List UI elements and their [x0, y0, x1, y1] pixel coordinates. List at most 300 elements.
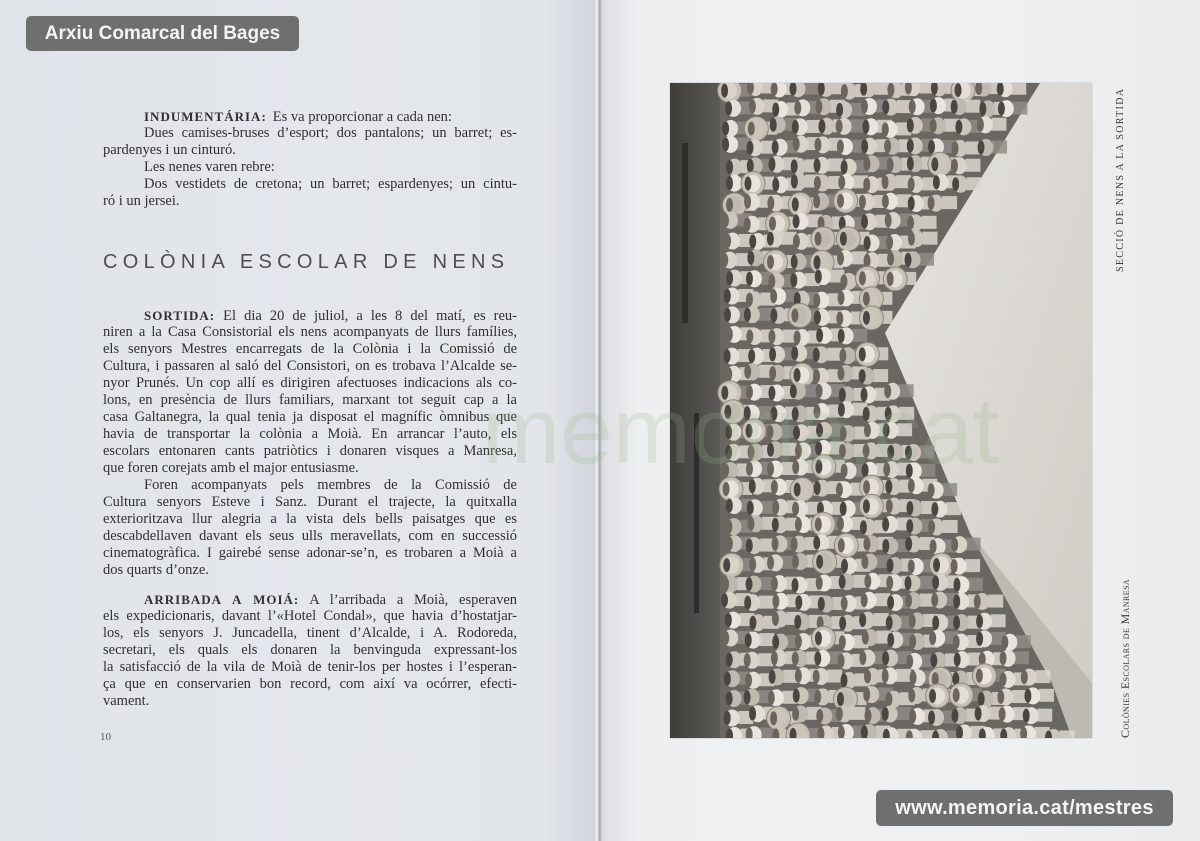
photo-child-hair [815, 460, 822, 474]
photo-child-hair [813, 405, 820, 419]
photo-child-hair [772, 178, 779, 192]
photo-child-hair [840, 232, 847, 246]
photo-child-hair [928, 520, 935, 534]
photo-child-hair [998, 102, 1005, 116]
text-line: pardenyes i un cinturó. [103, 142, 236, 158]
photo-child-hair [978, 692, 985, 706]
photo-child-hair [771, 480, 778, 494]
photo-child-hair [952, 177, 959, 191]
photo-child-body [919, 253, 934, 266]
photo-child-body [942, 483, 957, 496]
photo-child-hair [772, 140, 779, 154]
photo-child-hair [769, 366, 776, 380]
photo-child-hair [859, 271, 866, 285]
photo-child-hair [744, 195, 751, 209]
photo-child-hair [908, 196, 915, 210]
photo-child-hair [882, 517, 889, 531]
photo-child-hair [769, 670, 776, 684]
photo-child-body [943, 520, 958, 533]
photo-child-hair [726, 499, 733, 513]
photo-child-hair [745, 673, 752, 687]
photo-child-hair [722, 577, 729, 591]
photo-child-hair [837, 194, 844, 208]
photo-child-hair [863, 292, 870, 306]
photo-child-hair [1021, 670, 1028, 684]
arribada-heading: ARRIBADA A MOIÁ: [144, 591, 300, 607]
photo-child-hair [909, 635, 916, 649]
photo-child-hair [859, 195, 866, 209]
photo-child-hair [791, 537, 798, 551]
photo-child-body [991, 614, 1006, 627]
photo-child-hair [978, 140, 985, 154]
photo-child-hair [952, 141, 959, 155]
photo-child-hair [726, 160, 733, 174]
photo-child-hair [886, 616, 893, 630]
photo-child-hair [749, 707, 756, 721]
photo-child-hair [907, 157, 914, 171]
photo-child-hair [767, 425, 774, 439]
photo-child-body [1014, 651, 1029, 664]
photo-child-hair [836, 119, 843, 133]
photo-child-hair [908, 559, 915, 573]
photo-child-hair [747, 251, 754, 265]
photo-child-hair [816, 423, 823, 437]
photo-child-hair [722, 463, 729, 477]
photo-child-hair [931, 157, 938, 171]
photo-child-body [758, 653, 773, 666]
photo-child-hair [838, 654, 845, 668]
photo-child-hair [841, 596, 848, 610]
photo-child-hair [747, 141, 754, 155]
photo-child-hair [841, 559, 848, 573]
text-line [103, 307, 517, 324]
photo-child-hair [818, 597, 825, 611]
photo-child-hair [841, 160, 848, 174]
photo-child-hair [724, 405, 731, 419]
text-line-content: A l’arribada a Moià, esperaven [309, 591, 517, 608]
photo-child-hair [909, 709, 916, 723]
photo-child-hair [722, 121, 729, 135]
photo-child-hair [744, 406, 751, 420]
photo-child-hair [771, 577, 778, 591]
arribada-section [103, 591, 517, 710]
photo-child-hair [887, 445, 894, 459]
photo-child-hair [792, 460, 799, 474]
photo-child-hair [813, 670, 820, 684]
photo-child-hair [864, 669, 871, 683]
photo-child-hair [839, 616, 846, 630]
photo-child-hair [887, 633, 894, 647]
photo-child-body [1037, 709, 1052, 722]
photo-child-hair [726, 691, 733, 705]
photo-child-body [873, 369, 888, 382]
group-photo-image [670, 83, 1092, 738]
photo-child-hair [814, 651, 821, 665]
photo-child-hair [744, 365, 751, 379]
photo-child-hair [837, 140, 844, 154]
photo-child-hair [721, 253, 728, 267]
photo-child-hair [772, 594, 779, 608]
photo-child-hair [975, 707, 982, 721]
photo-child-hair [864, 709, 871, 723]
photo-child-hair [772, 635, 779, 649]
photo-child-hair [906, 654, 913, 668]
photo-child-hair [906, 464, 913, 478]
photo-child-body [759, 596, 774, 609]
photo-child-hair [816, 384, 823, 398]
photo-child-hair [905, 253, 912, 267]
text-line: lons, en presència de llurs familiars, marxant tot seguit cap a la [103, 391, 517, 408]
photo-child-hair [724, 672, 731, 686]
photo-child-hair [748, 445, 755, 459]
photo-child-hair [815, 270, 822, 284]
photo-child-hair [863, 499, 870, 513]
photo-child-hair [905, 594, 912, 608]
text-line: Dos vestidets de cretona; un barret; espardenyes; un cintu- [144, 176, 517, 192]
photo-child-hair [863, 480, 870, 494]
photo-child-hair [953, 616, 960, 630]
photo-child-hair [793, 137, 800, 151]
photo-child-hair [884, 139, 891, 153]
photo-child-hair [838, 175, 845, 189]
photo-child-hair [746, 424, 753, 438]
photo-child-hair [930, 653, 937, 667]
photo-child-hair [723, 558, 730, 572]
text-line: havia de transportar la colònia a Moià. En arrancar l’auto, els [103, 425, 517, 442]
photo-child-hair [887, 596, 894, 610]
photo-child-hair [909, 100, 916, 114]
sortida-heading: SORTIDA: [144, 307, 216, 323]
photo-child-hair [839, 635, 846, 649]
photo-child-hair [908, 177, 915, 191]
photo-child-hair [770, 711, 777, 725]
photo-child-hair [794, 101, 801, 115]
photo-child-body [920, 445, 935, 458]
photo-child-hair [792, 502, 799, 516]
photo-child-hair [814, 310, 821, 324]
photo-child-hair [725, 613, 732, 627]
photo-child-hair [745, 633, 752, 647]
photo-child-hair [746, 293, 753, 307]
photo-child-hair [977, 118, 984, 132]
photo-child-hair [887, 272, 894, 286]
photo-child-hair [725, 520, 732, 534]
photo-child-hair [815, 631, 822, 645]
photo-child-hair [768, 691, 775, 705]
photo-child-hair [885, 407, 892, 421]
photo-child-hair [767, 443, 774, 457]
photo-child-hair [794, 331, 801, 345]
photo-child-hair [954, 653, 961, 667]
photo-child-hair [863, 537, 870, 551]
photo-child-hair [887, 158, 894, 172]
photo-child-hair [841, 673, 848, 687]
photo-child-hair [724, 711, 731, 725]
photo-child-body [922, 216, 937, 229]
photo-child-hair [772, 612, 779, 626]
photo-child-hair [951, 559, 958, 573]
photo-child-hair [813, 348, 820, 362]
archive-badge: Arxiu Comarcal del Bages [26, 16, 299, 51]
photo-child-body [827, 670, 842, 683]
photo-child-hair [795, 635, 802, 649]
photo-child-hair [815, 441, 822, 455]
photo-child-hair [885, 692, 892, 706]
photo-child-hair [933, 175, 940, 189]
photo-child-hair [816, 576, 823, 590]
photo-child-hair [838, 329, 845, 343]
photo-child-hair [930, 540, 937, 554]
photo-child-hair [724, 289, 731, 303]
photo-child-hair [862, 463, 869, 477]
photo-child-hair [930, 119, 937, 133]
photo-child-hair [931, 593, 938, 607]
photo-child-hair [886, 576, 893, 590]
photo-child-body [965, 559, 980, 572]
photo-child-hair [861, 139, 868, 153]
photo-child-hair [724, 349, 731, 363]
photo-child-hair [840, 274, 847, 288]
photo-child-hair [792, 407, 799, 421]
photo-child-hair [747, 517, 754, 531]
photo-child-hair [793, 214, 800, 228]
photo-child-hair [746, 462, 753, 476]
photo-child-body [1011, 83, 1026, 95]
text-line: vament. [103, 692, 150, 709]
photo-child-hair [747, 159, 754, 173]
photo-child-hair [905, 576, 912, 590]
photo-child-hair [863, 178, 870, 192]
photo-child-hair [724, 234, 731, 248]
photo-child-body [967, 177, 982, 190]
photo-child-hair [726, 537, 733, 551]
photo-child-hair [882, 539, 889, 553]
photo-child-hair [928, 140, 935, 154]
photo-child-hair [999, 707, 1006, 721]
text-line-content: El dia 20 de juliol, a les 8 del matí, es reu- [223, 307, 517, 324]
indumentaria-heading: INDUMENTÁRIA: [144, 109, 267, 124]
photo-child-hair [795, 669, 802, 683]
photo-child-hair [929, 631, 936, 645]
photo-child-hair [813, 194, 820, 208]
photo-child-hair [813, 369, 820, 383]
sortida-section [103, 307, 517, 580]
text-line: Cultura, i passaren al saló del Consistori, on es trobava l’Alcalde se- [103, 357, 517, 374]
photo-child-hair [885, 480, 892, 494]
photo-child-hair [744, 308, 751, 322]
photo-child-hair [997, 690, 1004, 704]
photo-child-hair [792, 652, 799, 666]
photo-child-hair [955, 83, 962, 97]
photo-child-hair [791, 255, 798, 269]
photo-child-hair [839, 575, 846, 589]
photo-child-hair [770, 289, 777, 303]
photo-child-hair [953, 635, 960, 649]
photo-child-hair [907, 139, 914, 153]
photo-child-hair [749, 235, 756, 249]
photo-child-body [896, 707, 911, 720]
photo-child-hair [976, 669, 983, 683]
photo-child-hair [814, 138, 821, 152]
photo-child-hair [792, 707, 799, 721]
photo-child-hair [791, 346, 798, 360]
photo-child-hair [886, 236, 893, 250]
photo-child-hair [744, 690, 751, 704]
photo-child-hair [791, 159, 798, 173]
photo-child-hair [951, 709, 958, 723]
photo-child-body [897, 423, 912, 436]
photo-child-hair [882, 194, 889, 208]
photo-child-body [1016, 635, 1031, 648]
photo-child-hair [887, 558, 894, 572]
photo-child-hair [928, 711, 935, 725]
photo-child-hair [790, 273, 797, 287]
photo-child-hair [790, 384, 797, 398]
text-line: descabdellaven davant els seus ulls meravellats, com en successió [103, 528, 517, 545]
text-line [103, 591, 517, 608]
photo-child-hair [814, 255, 821, 269]
photo-child-hair [863, 311, 870, 325]
photo-child-hair [721, 593, 728, 607]
text-line: exterioritzava llur alegria a la vista dels bells paisatges que es [103, 511, 517, 528]
photo-child-hair [836, 707, 843, 721]
photo-child-hair [746, 577, 753, 591]
indumentaria-section [103, 108, 517, 210]
photo-child-hair [768, 386, 775, 400]
photo-child-hair [795, 595, 802, 609]
photo-child-hair [882, 651, 889, 665]
photo-child-hair [953, 688, 960, 702]
photo-child-hair [864, 236, 871, 250]
page-number: 10 [100, 731, 111, 743]
photo-child-hair [909, 614, 916, 628]
photo-child-hair [767, 462, 774, 476]
photo-child-hair [726, 327, 733, 341]
photo-child-hair [883, 463, 890, 477]
photo-child-body [1035, 670, 1050, 683]
text-line: els senyors Mestres encarregats de la Colònia i la Comissió de [103, 340, 517, 357]
photo-child-hair [814, 481, 821, 495]
photo-child-hair [882, 175, 889, 189]
photo-child-hair [863, 157, 870, 171]
photo-child-hair [836, 311, 843, 325]
photo-child-hair [838, 403, 845, 417]
photo-child-hair [770, 407, 777, 421]
photo-child-hair [771, 651, 778, 665]
photo-child-hair [795, 444, 802, 458]
photo-child-hair [725, 367, 732, 381]
photo-child-hair [882, 100, 889, 114]
photo-child-hair [929, 689, 936, 703]
watermark: memoria.cat [482, 378, 1000, 483]
photo-child-hair [792, 578, 799, 592]
photo-child-hair [859, 651, 866, 665]
photo-child-hair [1024, 689, 1031, 703]
photo-child-hair [907, 119, 914, 133]
photo-child-hair [836, 103, 843, 117]
text-line: ça que en conservarien bon record, com així va ocórrer, efecti- [103, 675, 517, 692]
photo-child-hair [860, 520, 867, 534]
photo-child-body [1060, 730, 1075, 738]
building-wall [670, 83, 720, 738]
text-line: la satisfacció de la vila de Moià de tenir-los per hostes i l’esperan- [103, 658, 517, 675]
photo-child-hair [792, 555, 799, 569]
photo-child-hair [726, 271, 733, 285]
photo-child-hair [955, 120, 962, 134]
photo-child-hair [863, 407, 870, 421]
photo-child-hair [725, 101, 732, 115]
photo-child-hair [721, 386, 728, 400]
photo-child-hair [813, 536, 820, 550]
photo-child-hair [861, 215, 868, 229]
photo-child-hair [746, 539, 753, 553]
photo-child-hair [815, 100, 822, 114]
photo-child-hair [886, 499, 893, 513]
photo-child-hair [861, 99, 868, 113]
photo-child-hair [793, 689, 800, 703]
photo-child-hair [928, 483, 935, 497]
photo-child-hair [767, 232, 774, 246]
photo-child-hair [908, 479, 915, 493]
text-line: Cultura senyors Esteve i Sanz. Durant el trajecte, la quitxalla [103, 494, 517, 511]
photo-child-hair [930, 99, 937, 113]
photo-child-hair [862, 120, 869, 134]
photo-child-hair [792, 197, 799, 211]
photo-child-hair [951, 100, 958, 114]
photo-child-hair [882, 707, 889, 721]
photo-child-hair [885, 213, 892, 227]
photo-child-hair [841, 464, 848, 478]
photo-child-hair [837, 251, 844, 265]
photo-child-body [899, 407, 914, 420]
photo-child-hair [859, 613, 866, 627]
photo-child-hair [1001, 635, 1008, 649]
photo-child-hair [884, 384, 891, 398]
photo-child-hair [863, 688, 870, 702]
photo-child-hair [724, 308, 731, 322]
photo-child-hair [837, 692, 844, 706]
text-line: ró i un jersei. [103, 193, 180, 209]
photo-child-body [804, 83, 819, 95]
photo-child-hair [953, 578, 960, 592]
photo-child-hair [933, 558, 940, 572]
text-line: que foren corejats amb el major entusiasme. [103, 460, 359, 477]
photo-child-hair [772, 518, 779, 532]
photo-child-hair [882, 122, 889, 136]
text-line-content: Es va proporcionar a cada nen: [272, 109, 452, 125]
photo-child-hair [722, 137, 729, 151]
photo-child-hair [793, 234, 800, 248]
photo-child-hair [951, 538, 958, 552]
text-line: Les nenes varen rebre: [144, 159, 275, 175]
text-line: los, els senyors J. Juncadella, tinent d’Alcalde, i A. Rodoreda, [103, 624, 517, 641]
photo-child-hair [726, 198, 733, 212]
photo-child-hair [863, 444, 870, 458]
photo-child-body [922, 232, 937, 245]
photo-child-hair [861, 593, 868, 607]
text-line: dos quarts d’onze. [103, 562, 209, 579]
photo-child-hair [816, 709, 823, 723]
photo-child-hair [726, 653, 733, 667]
photo-child-body [919, 576, 934, 589]
photo-child-hair [814, 176, 821, 190]
photo-child-hair [910, 671, 917, 685]
photo-child-hair [859, 347, 866, 361]
photo-child-hair [906, 519, 913, 533]
photo-child-hair [768, 274, 775, 288]
photo-child-body [992, 140, 1007, 153]
photo-child-hair [746, 272, 753, 286]
